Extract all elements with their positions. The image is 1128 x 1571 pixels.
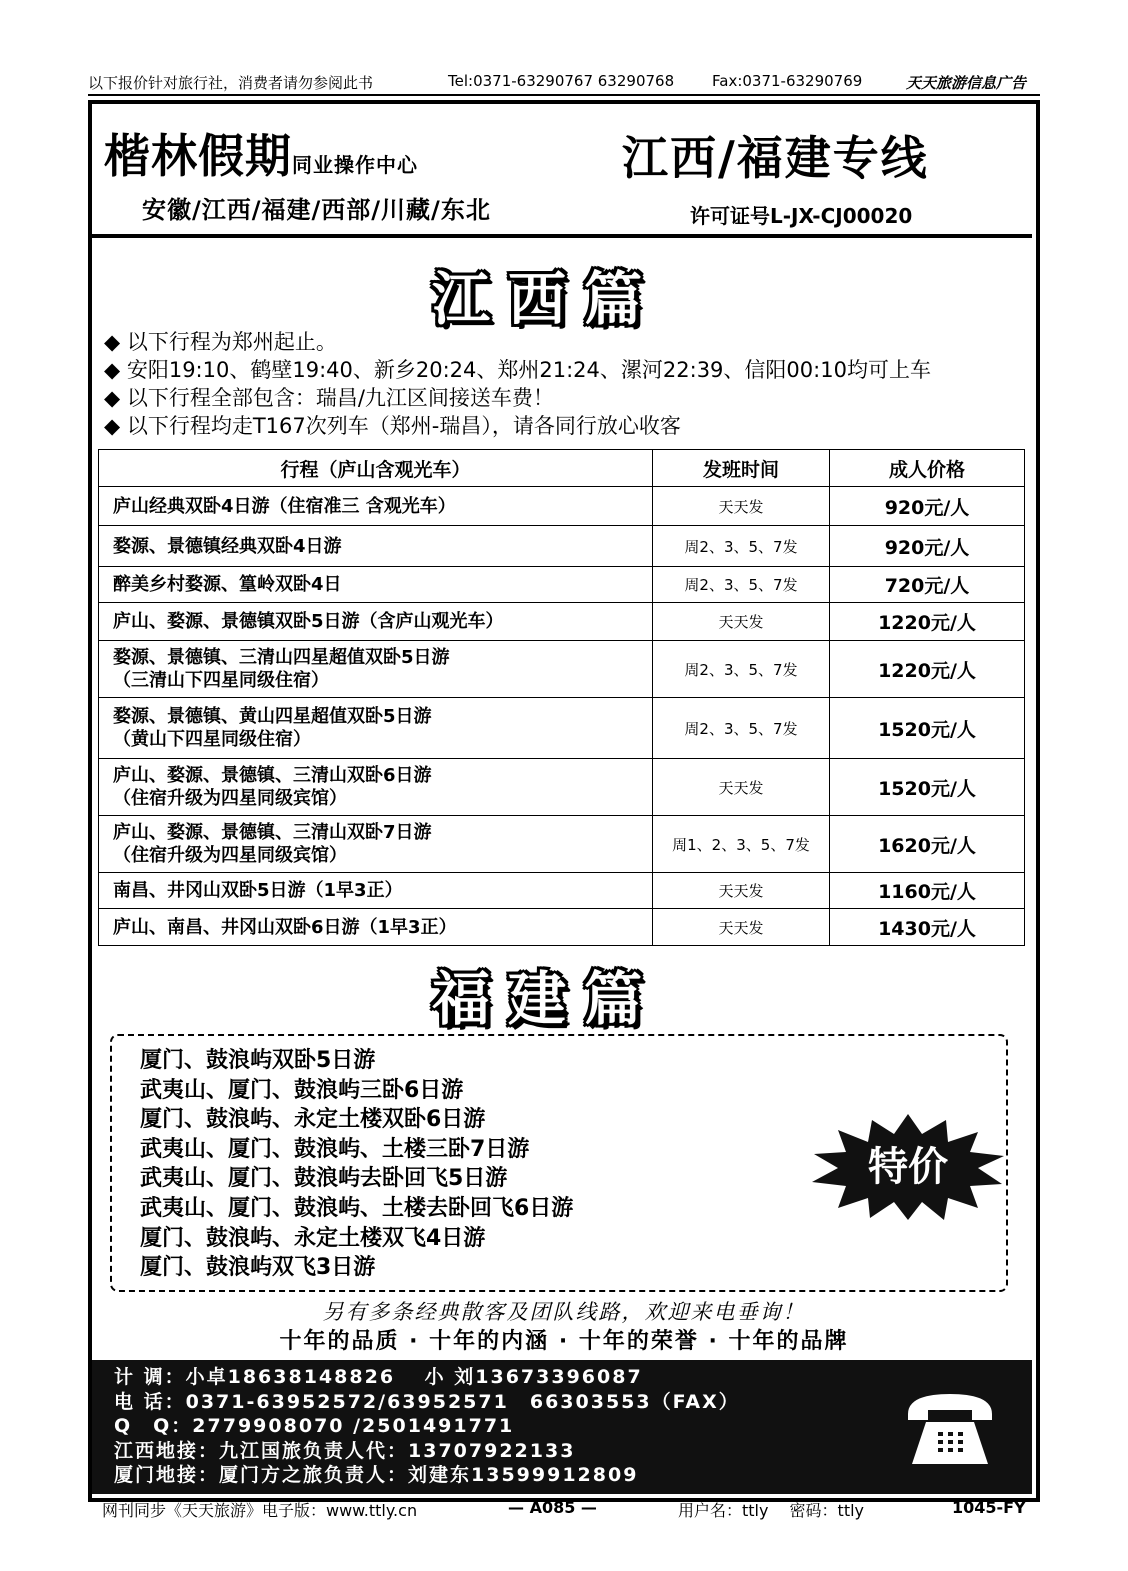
itinerary-cell: 庐山、婺源、景德镇、三清山双卧7日游 （住宿升级为四星同级宾馆） bbox=[99, 816, 653, 873]
departure-cell: 天天发 bbox=[653, 603, 830, 641]
price-cell: 1520元/人 bbox=[830, 698, 1025, 759]
special-price-badge bbox=[808, 1112, 1008, 1222]
table-row bbox=[99, 526, 1025, 567]
list-item: 厦门、鼓浪屿双飞3日游 bbox=[140, 1255, 376, 1281]
footer-sync: 网刊同步《天天旅游》电子版：www.ttly.cn bbox=[102, 1501, 418, 1520]
jiangxi-price-table bbox=[98, 449, 1025, 946]
departure-cell: 周2、3、5、7发 bbox=[653, 641, 830, 698]
license-number: 许可证号L-JX-CJ00020 bbox=[690, 204, 913, 228]
brand-name bbox=[104, 120, 418, 186]
itinerary-cell: 庐山、南昌、井冈山双卧6日游（1早3正） bbox=[99, 909, 653, 946]
list-item: 武夷山、厦门、鼓浪屿、土楼去卧回飞6日游 bbox=[140, 1195, 574, 1221]
list-item: 厦门、鼓浪屿、永定土楼双飞4日游 bbox=[140, 1225, 486, 1251]
departure-cell: 周2、3、5、7发 bbox=[653, 567, 830, 603]
special-price-text: 特价 bbox=[868, 1144, 948, 1190]
note-item: ◆ 以下行程全部包含：瑞昌/九江区间接送车费！ bbox=[104, 386, 554, 410]
price-header: 成人价格 bbox=[830, 450, 1025, 487]
list-item: 厦门、鼓浪屿双卧5日游 bbox=[140, 1048, 376, 1073]
table-row bbox=[99, 873, 1025, 909]
jiangxi-section-title: 江西篇 bbox=[432, 265, 661, 333]
footer-user: 用户名：ttly 密码：ttly bbox=[678, 1501, 865, 1520]
fujian-route-list bbox=[140, 1046, 573, 1283]
table-row bbox=[99, 487, 1025, 526]
table-row bbox=[99, 759, 1025, 816]
itinerary-cell: 婺源、景德镇、黄山四星超值双卧5日游 （黄山下四星同级住宿） bbox=[99, 698, 653, 759]
footer-code: 1045-FY bbox=[952, 1498, 1026, 1517]
jiangxi-agent: 江西地接：九江国旅负责人代：13707922133 bbox=[114, 1439, 576, 1462]
price-cell: 1220元/人 bbox=[830, 641, 1025, 698]
itinerary-cell: 醉美乡村婺源、篁岭双卧4日 bbox=[99, 567, 653, 603]
route-title: 江西/福建专线 bbox=[622, 131, 929, 185]
price-cell: 1520元/人 bbox=[830, 759, 1025, 816]
list-item: 武夷山、厦门、鼓浪屿去卧回飞5日游 bbox=[140, 1166, 508, 1192]
table-header-row bbox=[99, 450, 1025, 487]
itinerary-cell: 庐山、婺源、景德镇双卧5日游（含庐山观光车） bbox=[99, 603, 653, 641]
departure-cell: 天天发 bbox=[653, 759, 830, 816]
brand-title: 楷林假期 bbox=[104, 129, 292, 183]
contact-lines bbox=[114, 1365, 740, 1488]
price-cell: 920元/人 bbox=[830, 487, 1025, 526]
table-row bbox=[99, 641, 1025, 698]
fax-text: Fax:0371-63290769 bbox=[712, 72, 863, 90]
region-list: 安徽/江西/福建/西部/川藏/东北 bbox=[142, 196, 491, 224]
tel-text: Tel:0371-63290767 63290768 bbox=[448, 72, 675, 90]
itinerary-cell: 婺源、景德镇经典双卧4日游 bbox=[99, 526, 653, 567]
departure-cell: 天天发 bbox=[653, 487, 830, 526]
itinerary-cell: 庐山经典双卧4日游（住宿准三 含观光车） bbox=[99, 487, 653, 526]
departure-cell: 周1、2、3、5、7发 bbox=[653, 816, 830, 873]
table-row bbox=[99, 698, 1025, 759]
telephone-icon bbox=[900, 1388, 1000, 1470]
price-cell: 920元/人 bbox=[830, 526, 1025, 567]
note-item: ◆ 以下行程为郑州起止。 bbox=[104, 330, 337, 354]
departure-cell: 天天发 bbox=[653, 873, 830, 909]
table-row bbox=[99, 603, 1025, 641]
notice-text: 以下报价针对旅行社，消费者请勿参阅此书 bbox=[88, 74, 374, 92]
xiamen-agent: 厦门地接：厦门方之旅负责人：刘建东13599912809 bbox=[114, 1464, 639, 1487]
inquiry-slogan: 另有多条经典散客及团队线路，欢迎来电垂询！ bbox=[322, 1300, 806, 1324]
departure-header: 发班时间 bbox=[653, 450, 830, 487]
departure-cell: 周2、3、5、7发 bbox=[653, 526, 830, 567]
departure-cell: 周2、3、5、7发 bbox=[653, 698, 830, 759]
itinerary-cell: 庐山、婺源、景德镇、三清山双卧6日游 （住宿升级为四星同级宾馆） bbox=[99, 759, 653, 816]
itinerary-header: 行程（庐山含观光车） bbox=[99, 450, 653, 487]
list-item: 武夷山、厦门、鼓浪屿三卧6日游 bbox=[140, 1077, 464, 1103]
qq-contact: Q Q：2779908070 /2501491771 bbox=[114, 1415, 515, 1438]
jiangxi-notes bbox=[104, 328, 931, 440]
quality-slogan: 十年的品质 · 十年的内涵 · 十年的荣誉 · 十年的品牌 bbox=[279, 1329, 849, 1354]
price-cell: 1430元/人 bbox=[830, 909, 1025, 946]
ad-label: 天天旅游信息广告 bbox=[906, 74, 1027, 92]
table-row bbox=[99, 909, 1025, 946]
page-number: — A085 — bbox=[508, 1498, 597, 1517]
itinerary-cell: 婺源、景德镇、三清山四星超值双卧5日游 （三清山下四星同级住宿） bbox=[99, 641, 653, 698]
dispatch-contact: 计 调：小卓18638148826 小 刘13673396087 bbox=[114, 1366, 643, 1388]
note-item: ◆ 以下行程均走T167次列车（郑州-瑞昌），请各同行放心收客 bbox=[104, 414, 681, 438]
table-row bbox=[99, 567, 1025, 603]
list-item: 武夷山、厦门、鼓浪屿、土楼三卧7日游 bbox=[140, 1136, 530, 1162]
fujian-section-title: 福建篇 bbox=[432, 965, 661, 1033]
note-item: ◆ 安阳19:10、鹤壁19:40、新乡20:24、郑州21:24、漯河22:39、信阳00:10均可上车 bbox=[104, 358, 931, 382]
brand-subtitle: 同业操作中心 bbox=[292, 153, 418, 177]
price-cell: 1160元/人 bbox=[830, 873, 1025, 909]
itinerary-cell: 南昌、井冈山双卧5日游（1早3正） bbox=[99, 873, 653, 909]
departure-cell: 天天发 bbox=[653, 909, 830, 946]
table-row bbox=[99, 816, 1025, 873]
top-notice-bar bbox=[88, 70, 1040, 96]
price-cell: 720元/人 bbox=[830, 567, 1025, 603]
list-item: 厦门、鼓浪屿、永定土楼双卧6日游 bbox=[140, 1107, 486, 1133]
price-cell: 1620元/人 bbox=[830, 816, 1025, 873]
price-cell: 1220元/人 bbox=[830, 603, 1025, 641]
phone-contact: 电 话：0371-63952572/63952571 66303553（FAX） bbox=[114, 1390, 740, 1413]
